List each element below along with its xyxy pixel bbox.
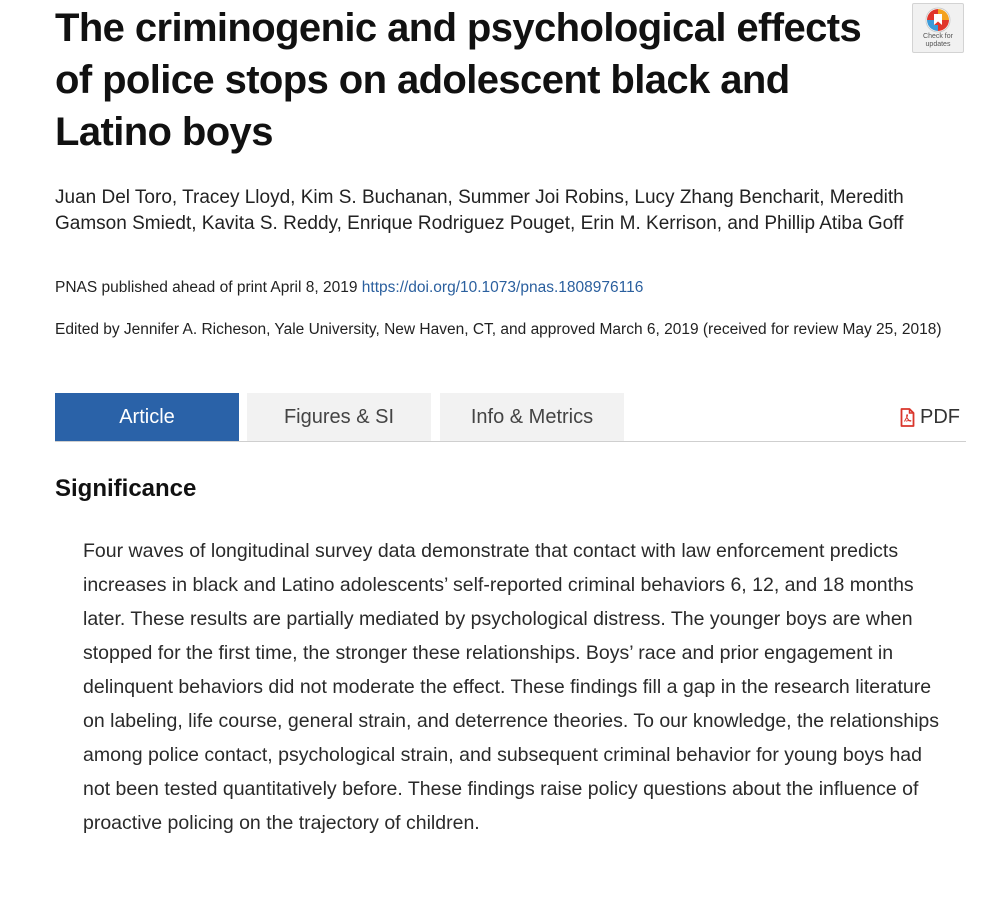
author-list: Juan Del Toro, Tracey Lloyd, Kim S. Buchanan, Summer Joi Robins, Lucy Zhang Bencharit, Meredith Gamson Smiedt, Kavita S. Reddy, Enrique Rodriguez Pouget, Erin M. Kerrison, and Phillip Atiba Goff	[55, 187, 904, 234]
publication-date: PNAS published ahead of print April 8, 2019	[55, 279, 358, 296]
pdf-label: PDF	[920, 406, 960, 428]
check-for-updates-badge[interactable]	[912, 3, 964, 53]
crossmark-label-line1: Check for	[923, 33, 953, 40]
article-tabs	[55, 393, 966, 442]
doi-link[interactable]: https://doi.org/10.1073/pnas.1808976116	[361, 279, 644, 296]
editor-note: Edited by Jennifer A. Richeson, Yale University, New Haven, CT, and approved March 6, 2019 (received for review May 25, 2018)	[55, 321, 942, 338]
tab-article[interactable]: Article	[55, 393, 239, 441]
pdf-download-link[interactable]	[900, 393, 960, 441]
tab-info-metrics[interactable]: Info & Metrics	[440, 393, 624, 441]
crossmark-icon	[925, 7, 951, 33]
significance-heading: Significance	[55, 475, 197, 502]
article-title: The criminogenic and psychological effects of police stops on adolescent black and Latino boys	[55, 6, 862, 154]
crossmark-label-line2: updates	[925, 41, 951, 48]
significance-text: Four waves of longitudinal survey data demonstrate that contact with law enforcement predicts increases in black and Latino adolescents’ self-reported criminal behaviors 6, 12, and 18 months later. These results are partially mediated by psychological distress. The younger boys are when stopped for the first time, the stronger these relationships. Boys’ race and prior engagement in delinquent behaviors did not moderate the effect. These findings fill a gap in the research literature on labeling, life course, general strain, and deterrence theories. To our knowledge, the relationships among police contact, psychological strain, and subsequent criminal behavior for young boys had not been tested quantitatively before. These findings raise policy questions about the influence of proactive policing on the trajectory of children.	[83, 540, 940, 834]
tab-figures-si[interactable]: Figures & SI	[247, 393, 431, 441]
publication-line	[55, 278, 975, 298]
pdf-file-icon	[900, 408, 915, 427]
